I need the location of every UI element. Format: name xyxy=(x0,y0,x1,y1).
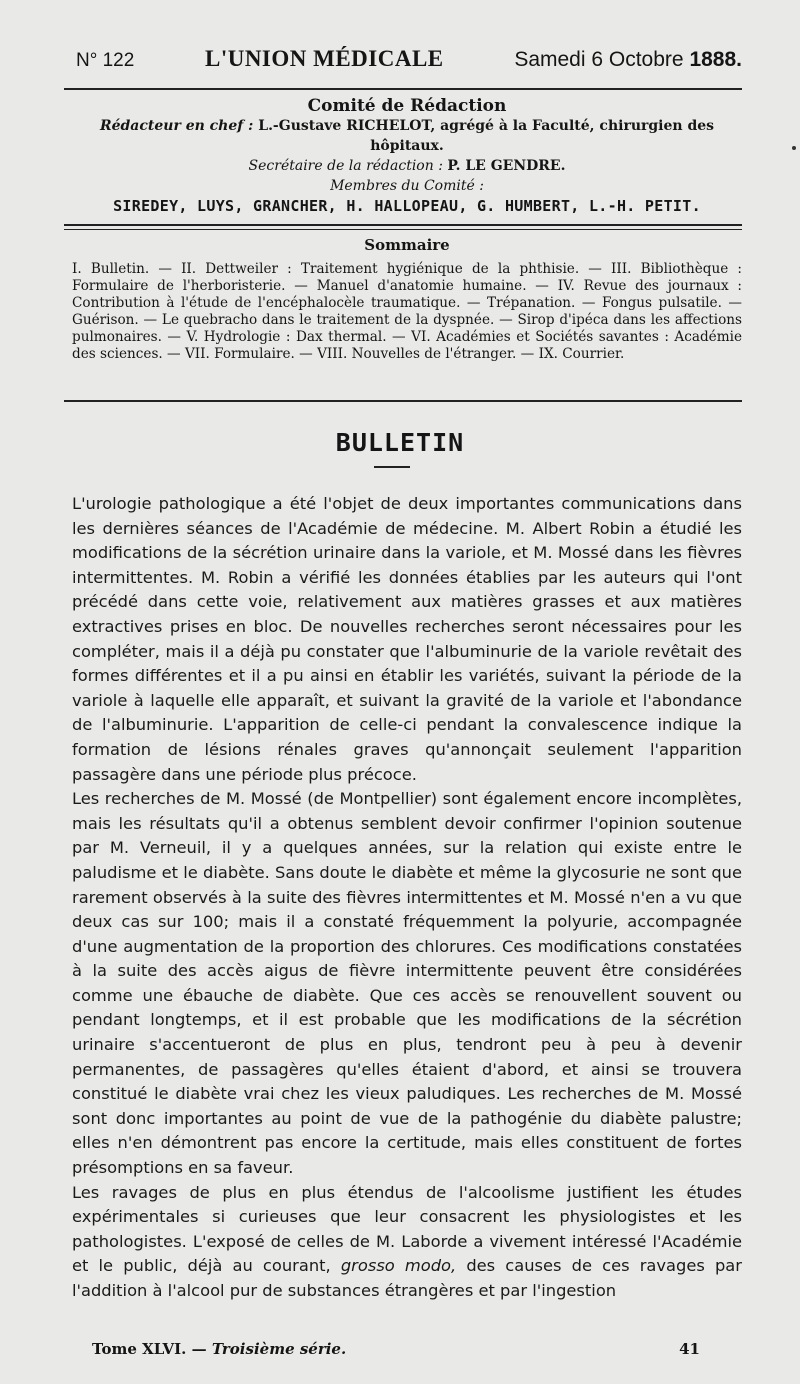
committee-rule-top xyxy=(64,224,742,226)
paragraph-alcoolisme-end: des causes de ces ravages par l'addition à l'alcool pur de substances étrangères et par l'ingestion xyxy=(72,1256,742,1300)
sommaire-title: Sommaire xyxy=(364,236,450,254)
members-label-line xyxy=(72,176,742,196)
secretary-name: P. LE GENDRE. xyxy=(447,158,566,174)
bulletin-body xyxy=(72,492,742,1304)
masthead-rule xyxy=(64,88,742,90)
secretary-label: Secrétaire de la rédaction : xyxy=(248,158,443,174)
bulletin-title-underline xyxy=(374,466,410,468)
masthead xyxy=(76,46,742,72)
secretary-line xyxy=(72,156,742,176)
committee-rule-bottom xyxy=(64,229,742,230)
members-label: Membres du Comité : xyxy=(330,178,484,194)
italic-grosso-modo: grosso modo, xyxy=(340,1256,457,1276)
ink-spot xyxy=(792,146,796,150)
page-footer xyxy=(92,1340,700,1358)
sommaire-rule xyxy=(64,400,742,402)
journal-title: L'UNION MÉDICALE xyxy=(204,46,444,71)
tome-label: Tome XLVI. — xyxy=(92,1340,207,1358)
bulletin-title: BULLETIN xyxy=(335,428,465,457)
sommaire-text: I. Bulletin. — II. Dettweiler : Traitement hygiénique de la phthisie. — III. Bibliothèque : Formulaire de l'herboristerie. — Manuel d'anatomie humaine. — IV. Revue des journaux : Contribution à l'étude de l'encéphalocèle traumatique. — Trépanation. — Fongus pulsatile. — Guérison. — Le quebracho dans le traitement de la dyspnée. — Sirop d'ipéca dans les affections pulmonaires. — V. Hydrologie : Dax thermal. — VI. Académies et Sociétés savantes : Académie des sciences. — VII. Formulaire. — VIII. Nouvelles de l'étranger. — IX. Courrier. xyxy=(72,261,742,362)
editor-line xyxy=(72,116,742,156)
issue-date xyxy=(514,48,742,72)
editor-name: L.-Gustave RICHELOT, agrégé à la Faculté, chirurgien des hôpitaux. xyxy=(258,118,715,154)
editorial-committee xyxy=(72,96,742,216)
page-number: 41 xyxy=(679,1340,700,1358)
committee-members: SIREDEY, LUYS, GRANCHER, H. HALLOPEAU, G. HUMBERT, L.-H. PETIT. xyxy=(113,197,701,215)
paragraph-mosse: Les recherches de M. Mossé (de Montpellier) sont également encore incomplètes, mais les résultats qu'il a obtenus semblent devoir confirmer l'opinion soutenue par M. Verneuil, il y a quelques années, sur la relation qui existe entre le paludisme et le diabète. Sans doute le diabète et même la glycosurie ne sont que rarement observés à la suite des fièvres intermittentes et M. Mossé n'en a vu que deux cas sur 100; mais il a constaté fréquemment la polyurie, accompagnée d'une augmentation de la proportion des chlorures. Ces modifications constatées à la suite des accès aigus de fièvre intermittente peuvent être considérées comme une ébauche de diabète. Que ces accès se renouvellent souvent ou pendant longtemps, et il est probable que les modifications de la sécrétion urinaire s'accentueront de plus en plus, tendront peu à peu à devenir permanentes, de passagères qu'elles étaient d'abord, et ainsi se trouvera constitué le diabète vrai chez les vieux paludiques. Les recherches de M. Mossé sont donc importantes au point de vue de la pathogénie du diabète palustre; elles n'en démontrent pas encore la certitude, mais elles constituent de fortes présomptions en sa faveur. xyxy=(72,789,742,1178)
editor-label: Rédacteur en chef : xyxy=(99,118,254,134)
paragraph-urologie: L'urologie pathologique a été l'objet de deux importantes communications dans les dernières séances de l'Académie de médecine. M. Albert Robin a étudié les modifications de la sécrétion urinaire dans la variole, et M. Mossé dans les fièvres intermittentes. M. Robin a vérifié les données établies par les auteurs qui l'ont précédé dans cette voie, relativement aux matières grasses et aux matières extractives prises en bloc. De nouvelles recherches seront nécessaires pour les compléter, mais il a déjà pu constater que l'albuminurie de la variole revêtait des formes différentes et il a pu ainsi en établir les variétés, suivant la période de la variole à laquelle elle apparaît, et suivant la gravité de la variole et l'abondance de l'albuminurie. L'apparition de celle-ci pendant la convalescence indique la formation de lésions rénales graves qu'annonçait seulement l'apparition passagère dans une période plus précoce. xyxy=(72,494,742,784)
serie-label: Troisième série. xyxy=(211,1340,347,1358)
date-text: Samedi 6 Octobre xyxy=(514,48,684,71)
year-text: 1888. xyxy=(689,48,742,71)
volume-info xyxy=(92,1340,346,1358)
issue-number: N° 122 xyxy=(76,50,135,71)
committee-title: Comité de Rédaction xyxy=(307,96,507,116)
paragraph-alcoolisme-start: Les ravages de plus en plus étendus de l'alcoolisme justifient les études expérimentales si curieuses que leur consacrent les physiologistes et les pathologistes. L'exposé de celles de M. Laborde a vivement intéressé l'Académie et le public, déjà au courant, xyxy=(72,1182,742,1276)
paragraph-alcoolisme xyxy=(72,1181,742,1304)
